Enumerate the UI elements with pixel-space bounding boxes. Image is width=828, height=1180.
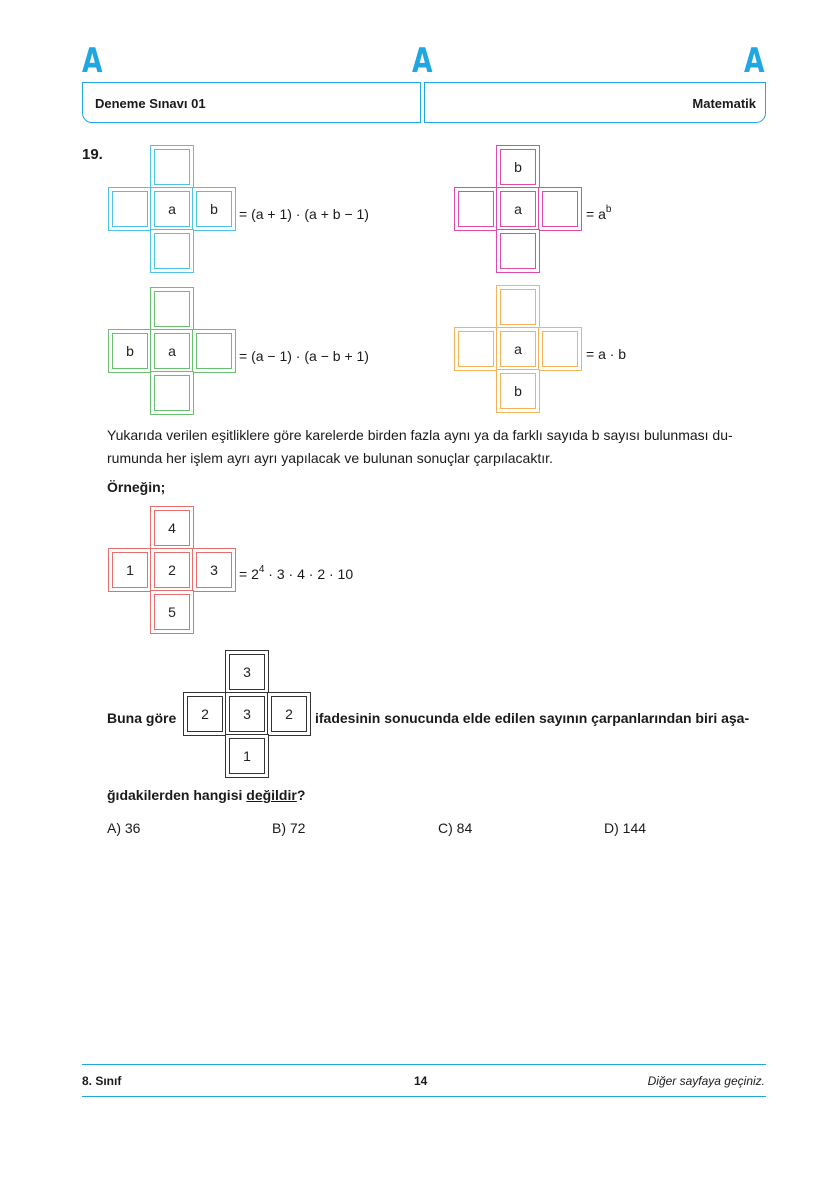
cross-cell-bottom <box>150 371 194 415</box>
cross-cell-top: 3 <box>225 650 269 694</box>
cross-cell-right: 2 <box>267 692 311 736</box>
rule-pink-formula: = $a^b$ <box>586 204 612 222</box>
rule-green-formula: = (a − 1) · (a − b + 1) <box>239 348 369 364</box>
footer-page-number: 14 <box>414 1074 428 1088</box>
cross-cell-top <box>150 287 194 331</box>
rule-orange-formula: = a · b <box>586 346 627 362</box>
cross-cell-right <box>538 187 582 231</box>
cross-cell-center: 3 <box>225 692 269 736</box>
option-a[interactable]: A) 36 <box>107 820 141 836</box>
cross-cell-top <box>496 285 540 329</box>
footer-grade: 8. Sınıf <box>82 1074 122 1088</box>
cross-cell-bottom: b <box>496 369 540 413</box>
prompt-negation: değildir <box>246 787 297 803</box>
prompt-before: Buna göre <box>107 710 177 726</box>
rule-blue-formula: = (a + 1) · (a + b − 1) <box>239 206 369 222</box>
version-letter-center: A <box>412 41 433 81</box>
cross-cell-right <box>192 329 236 373</box>
cross-cell-left: 2 <box>183 692 227 736</box>
cross-cell-bottom <box>150 229 194 273</box>
cross-cell-right: 3 <box>192 548 236 592</box>
footer-bottom-rule <box>82 1096 766 1097</box>
description-line-2: rumunda her işlem ayrı ayrı yapılacak ve bulunan sonuçlar çarpılacaktır. <box>107 450 553 466</box>
cross-cell-bottom <box>496 229 540 273</box>
cross-cell-top: 4 <box>150 506 194 550</box>
cross-cell-top: b <box>496 145 540 189</box>
cross-cell-center: a <box>496 187 540 231</box>
footer-next-page: Diğer sayfaya geçiniz. <box>647 1074 765 1088</box>
cross-cell-bottom: 5 <box>150 590 194 634</box>
example-label: Örneğin; <box>107 479 166 495</box>
example-formula: = $2^4 \cdot 3 \cdot 4 \cdot 2 \cdot 10$ <box>239 564 354 582</box>
prompt-line-2: ğıdakilerden hangisi değildir? <box>107 787 306 803</box>
cross-cell-left: 1 <box>108 548 152 592</box>
cross-cell-left: b <box>108 329 152 373</box>
description-line-1: Yukarıda verilen eşitliklere göre karelerde birden fazla aynı ya da farklı sayıda b sayısı bulunması du- <box>107 427 733 443</box>
exam-title: Deneme Sınavı 01 <box>95 96 206 111</box>
cross-cell-right: b <box>192 187 236 231</box>
description <box>107 424 767 470</box>
cross-cell-center: 2 <box>150 548 194 592</box>
cross-cell-center: a <box>150 187 194 231</box>
exam-title-box <box>82 82 421 123</box>
cross-cell-center: a <box>496 327 540 371</box>
cross-cell-left <box>454 327 498 371</box>
cross-cell-top <box>150 145 194 189</box>
subject-title: Matematik <box>692 96 756 111</box>
cross-cell-right <box>538 327 582 371</box>
version-letter-left: A <box>82 41 103 81</box>
cross-cell-bottom: 1 <box>225 734 269 778</box>
option-c[interactable]: C) 84 <box>438 820 473 836</box>
prompt-after: ifadesinin sonucunda elde edilen sayının çarpanlarından biri aşa- <box>315 710 750 726</box>
subject-box <box>424 82 766 123</box>
cross-cell-center: a <box>150 329 194 373</box>
option-d[interactable]: D) 144 <box>604 820 647 836</box>
cross-cell-left <box>454 187 498 231</box>
version-letter-right: A <box>744 41 765 81</box>
question-number: 19. <box>82 146 103 163</box>
option-b[interactable]: B) 72 <box>272 820 306 836</box>
footer-top-rule <box>82 1064 766 1065</box>
cross-cell-left <box>108 187 152 231</box>
